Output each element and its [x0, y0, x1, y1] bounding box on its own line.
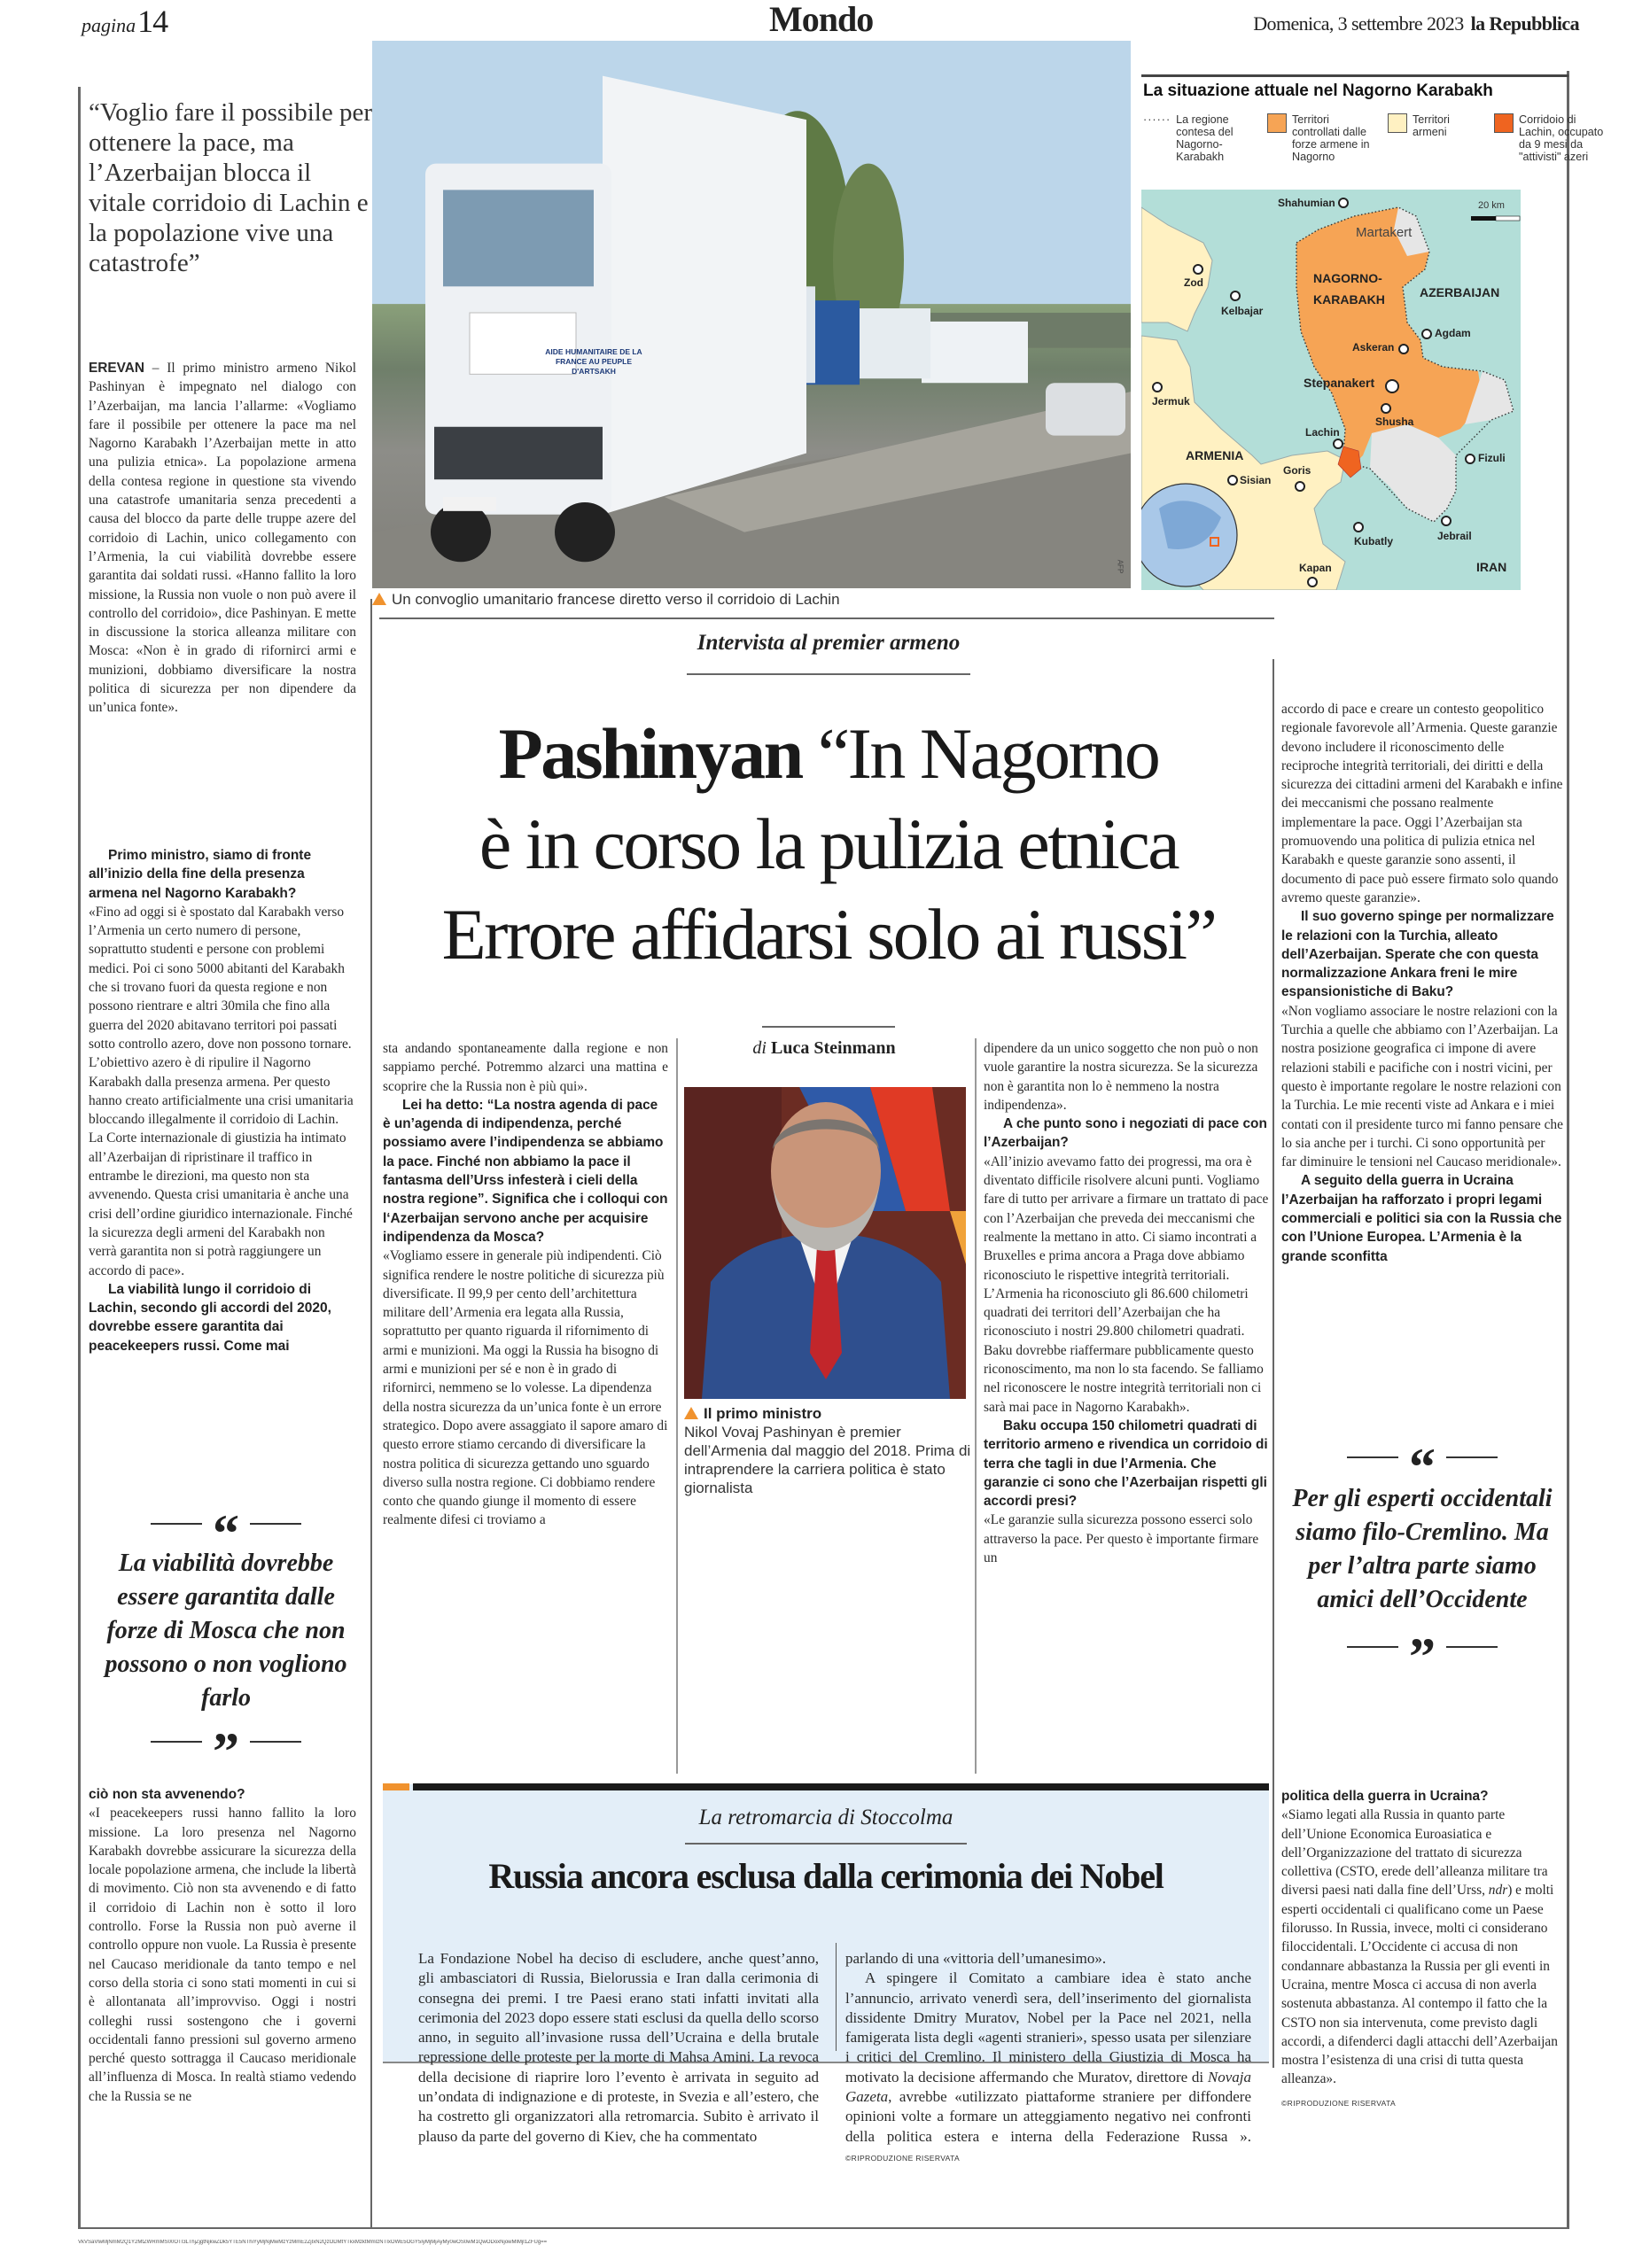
caption-marker-icon	[684, 1407, 698, 1419]
article-kicker: Intervista al premier armeno	[697, 631, 961, 655]
article-col-3	[984, 1039, 1269, 1567]
dateline: EREVAN	[89, 361, 144, 376]
legend-item-contested	[1143, 113, 1258, 163]
date-text: Domenica, 3 settembre 2023	[1253, 12, 1464, 35]
newspaper-name: Novaja Gazeta	[845, 2068, 1251, 2106]
map-label: Goris	[1283, 464, 1311, 477]
left-frame-rule	[78, 87, 81, 2229]
caption-marker-icon	[372, 593, 386, 605]
dotted-line-icon: ······	[1143, 113, 1171, 126]
map-title: La situazione attuale nel Nagorno Karabakh	[1143, 82, 1493, 100]
legend-item-armenia	[1388, 113, 1485, 163]
page-number	[82, 5, 167, 37]
answer	[1281, 1806, 1563, 2088]
column-rule	[975, 1038, 977, 1774]
close-quote-mark: ”	[1281, 1629, 1563, 1665]
accent-bar	[383, 1783, 409, 1790]
issue-date	[1253, 12, 1579, 35]
pull-quote-text: La viabilità dovrebbe essere garantita dalle forze di Mosca che non possono o non vogliono farlo	[105, 1550, 347, 1712]
map-label: NAGORNO-	[1313, 271, 1382, 285]
article-col-4	[1281, 700, 1563, 1266]
truck-sign: AIDE HUMANITAIRE DE LA FRANCE AU PEUPLE D'ARTSAKH	[545, 347, 642, 376]
map-label: Shusha	[1375, 416, 1414, 428]
map-label: ARMENIA	[1186, 448, 1244, 462]
page-number-value: 14	[137, 4, 168, 39]
map-label: AZERBAIJAN	[1420, 285, 1500, 299]
footer-code: VkVSaVlwMjNmM2Q1Y2MtZWRmMS00OTI3LThjZjgtNjkwZDk5YTE5NThiYyMjNjMwMzYzMmE2ZjIxN2QzODMtYTkxMzktMmIzNTIxOWE5OGY5IyMjMjAyMy0wOS0wM1QwODoxNjowMlMjI1ZFUg==	[78, 2240, 548, 2245]
nobel-title: Russia ancora esclusa dalla cerimonia dei Nobel	[488, 1856, 1164, 1896]
question: Lei ha detto: “La nostra agenda di pace è un’agenda di indipendenza, perché possiamo avere l’indipendenza se abbiamo la pace. Finché non abbiamo la pace il fantasma dell’Urss infesterà i cieli della nostra regione”. Significa che i colloqui con l‘Azerbaijan servono anche per acquisire indipendenza da Mosca?	[383, 1097, 668, 1245]
region-map	[1141, 190, 1521, 590]
open-quote-mark: “	[89, 1506, 363, 1542]
pull-quote-2	[1281, 1438, 1563, 1686]
map-label: IRAN	[1476, 560, 1507, 574]
question: A che punto sono i negoziati di pace con l’Azerbaijan?	[984, 1116, 1267, 1151]
map-label: Martakert	[1356, 225, 1413, 240]
question: Primo ministro, siamo di fronte all’inizio della fine della presenza armena nel Nagorno Karabakh?	[89, 848, 312, 901]
question: La viabilità lungo il corridoio di Lachin, secondo gli accordi del 2020, dovrebbe essere garantita dai peacekeepers russi. Come mai	[89, 1281, 331, 1354]
map-scale-label: 20 km	[1478, 200, 1505, 211]
black-bar	[413, 1783, 1269, 1790]
swatch-icon	[1267, 113, 1287, 133]
legend-label: Territori controllati dalle forze armene in Nagorno	[1292, 113, 1370, 163]
question: A seguito della guerra in Ucraina l’Azerbaijan ha rafforzato i propri legami commerciali e politici sia con la Russia che con l’Unione Europea. L’Armenia è la grande sconfitta	[1281, 1173, 1562, 1264]
map-label: Kelbajar	[1221, 305, 1264, 317]
photo-bottom-rule	[379, 617, 1274, 619]
pull-quote-1	[89, 1504, 363, 1781]
column-rule	[676, 1038, 678, 1774]
copyright-notice: ©RIPRODUZIONE RISERVATA	[845, 2153, 961, 2163]
convoy-photo	[372, 41, 1131, 588]
prime-minister-photo	[684, 1087, 966, 1399]
photo-credit: AFP	[1116, 559, 1125, 574]
answer: «Vogliamo essere in generale più indipendenti. Ciò significa rendere le nostre politiche di sicurezza più diversificate. Il 99,9 per cento dell’architettura militare dell’Armenia era legata alla Russia, soprattutto per quanto riguarda il rifornimento di armi e munizioni. Ma oggi la Russia ha bisogno di armi e munizioni per sé e non è in grado di rifornirci, nemmeno se lo volesse. La dipendenza della nostra sicurezza da un’unica fonte è un errore strategico. Dopo avere assaggiato il sapore amaro di questo errore stiamo cercando di diversificare la nostra politica di sicurezza gettando uno sguardo diverso sulla nostra regione. Ci dobbiamo rendere conto che quando giunge il momento di essere realmente difesi ci troviamo a	[383, 1248, 668, 1528]
copyright-notice: ©RIPRODUZIONE RISERVATA	[1281, 2098, 1397, 2108]
caption-text: Nikol Vovaj Pashinyan è premier dell’Armenia dal maggio del 2018. Prima di intraprendere la carriera politica è stato giornalista	[684, 1424, 971, 1496]
legend-item-armenian-forces	[1267, 113, 1379, 163]
answer: «I peacekeepers russi hanno fallito la loro missione. La loro presenza nel Nagorno Karabakh dovrebbe assicurare la sicurezza della locale popolazione armena, che include la libertà di movimento. Ciò non sta avvenendo e di fatto il corridoio di Lachin non è sotto il loro controllo. Forse la Russia non può averne il controllo oppure non vuole. La Russia è presente nel Caucaso meridionale da tanto tempo e nel corso della storia ci sono stati momenti in cui si è allontanata all’improvviso. Oggi i nostri colleghi russi sostengono che i governi occidentali fanno pressioni sul governo armeno perché questo sottragga il Caucaso meridionale all’influenza di Mosca. In realtà stiamo vedendo che la Russia se ne	[89, 1806, 356, 2104]
nobel-text	[845, 1969, 1251, 2168]
legend-item-lachin-corridor	[1494, 113, 1609, 163]
map-label: Lachin	[1305, 426, 1340, 439]
legend-label: La regione contesa del Nagorno-Karabakh	[1176, 113, 1234, 163]
answer: dipendere da un unico soggetto che non può o non vuole garantire la nostra sicurezza. Se la sicurezza non è garantita non lo è nemmeno la nostra indipendenza».	[984, 1041, 1258, 1113]
lead-quote: “Voglio fare il possibile per ottenere la pace, ma l’Azerbaijan blocca il vitale corridoio di Lachin e la popolazione vive una catastrofe”	[89, 98, 373, 277]
map-label: Shahumian	[1278, 197, 1335, 209]
map-label: Askeran	[1352, 341, 1395, 353]
nobel-text: parlando di una «vittoria dell’umanesimo».	[845, 1950, 1107, 1967]
page-label: pagina	[82, 14, 136, 36]
answer: sta andando spontaneamente dalla regione e non sappiamo perché. Potremmo alzarci una mattina e scoprire che la Russia non è più qui».	[383, 1041, 668, 1094]
nobel-kicker: La retromarcia di Stoccolma	[698, 1806, 953, 1829]
nobel-col-1: La Fondazione Nobel ha deciso di escludere, anche quest’anno, gli ambasciatori di Russia, Bielorussia e Iran dalla cerimonia di consegna dei premi. I tre Paesi erano stati infatti invitati alla cerimonia del 2023 dopo essere stati esclusi da quella dello scorso anno, in seguito all’invasione russa dell’Ucraina e della brutale repressione delle proteste per la morte di Mahsa Amini. La revoca della decisione di riaprire loro l’evento è arrivata in seguito ad un’ondata di indignazione e di proteste, in Svezia e all’estero, che ha costretto gli organizzatori alla retromarcia. Subito è arrivato il plauso da parte del governo di Kiev, che ha commentato	[418, 1950, 819, 2145]
article-headline	[372, 709, 1285, 980]
headline-line-2: è in corso la pulizia etnica	[479, 804, 1179, 884]
kicker-rule	[687, 673, 970, 675]
nobel-column-rule	[836, 1943, 837, 2051]
map-top-rule	[1141, 74, 1568, 77]
photo-caption	[372, 591, 840, 609]
headline-rule	[762, 1026, 895, 1028]
map-label: Fizuli	[1478, 452, 1506, 464]
answer: «All’inizio avevamo fatto dei progressi, ma ora è diventato difficile risolvere alcuni punti. Vogliamo fare di tutto per arrivare a firmare un trattato di pace con l’Azerbaijan che preveda dei meccanismi che realmente la mettano in atto. Ci siamo incontrati a Bruxelles e prima ancora a Praga dove abbiamo riconosciuto le rispettive integrità territoriali. L’Armenia ha riconosciuto gli 86.600 chilometri quadrati dei territori dell’Azerbaijan che ha riconosciuto i nostri 29.800 chilometri quadrati. Baku dovrebbe riaffermare pubblicamente questo riconoscimento, ma non lo sta facendo. Se falliamo nel riconoscere le nostre integrità territoriali non ci sarà mai pace in Nagorno Karabakh».	[984, 1153, 1269, 1415]
intro-text: – Il primo ministro armeno Nikol Pashinyan è impegnato nel dialogo con l’Azerbaijan, ma lancia l’allarme: «Vogliamo fare il possibile per ottenere la pace ma nel Nagorno Karabakh l’Azerbaijan mette in atto una pulizia etnica». La popolazione armena della contesa regione in questione sta vivendo una catastrofe umanitaria senza precedenti a causa del blocco da parte delle truppe azere del corridoio di Lachin, unico collegamento con l’Armenia, la cui viabilità dovrebbe essere garantita dai soldati russi. «Hanno fallito la loro missione, la Russia non vuole o non può avere il controllo del corridoio», dice Pashinyan. E mette in discussione la storica alleanza militare con Mosca: «Non è in grado di rifornirci armi e munizioni, dobbiamo diversificare la nostra politica di sicurezza per non dipendere da un’unica fonte».	[89, 361, 356, 716]
nobel-col-2	[845, 1949, 1251, 2168]
article-qa-1	[89, 846, 356, 1355]
map-legend	[1143, 113, 1639, 163]
answer: «Le garanzie sulla sicurezza possono esserci solo attraverso la pace. Per questo è importante firmare un	[984, 1512, 1259, 1566]
caption-text: Un convoglio umanitario francese diretto verso il corridoio di Lachin	[392, 591, 840, 608]
headline-line-1: “In Nagorno	[817, 713, 1159, 794]
map-label: Kapan	[1299, 562, 1332, 574]
question: ciò non sta avvenendo?	[89, 1787, 245, 1802]
article-col-2	[383, 1039, 668, 1530]
question: Il suo governo spinge per normalizzare le relazioni con la Turchia, alleato dell’Azerbaijan. Sperate che con questa normalizzazione Ankara freni le mire espansionistiche di Baku?	[1281, 909, 1554, 1000]
bottom-frame-rule	[78, 2227, 1569, 2229]
map-label: Zod	[1184, 276, 1203, 289]
caption-title: Il primo ministro	[704, 1405, 822, 1422]
map-label: Agdam	[1435, 327, 1471, 339]
convoy-illustration	[372, 41, 1131, 588]
author-name: Luca Steinmann	[770, 1038, 896, 1058]
question: Baku occupa 150 chilometri quadrati di territorio armeno e rivendica un corridoio di terra che tagli in due l’Armenia. Che garanzie ci sono che l’Azerbaijan rispetti gli accordi presi?	[984, 1418, 1268, 1510]
article-intro	[89, 359, 356, 718]
map-label: KARABAKH	[1313, 292, 1385, 307]
map-label: Stepanakert	[1304, 376, 1375, 390]
portrait-illustration	[684, 1087, 966, 1399]
open-quote-mark: “	[1281, 1440, 1563, 1475]
nobel-text-part: , avrebbe «utilizzato piattaforme straniere per diffondere opinioni volte a formare un atteggiamento negativo nei confronti della politica estera e interna della Federazione Russa ».	[845, 2088, 1251, 2145]
article-col-4-end	[1281, 1787, 1563, 2113]
legend-label: Territori armeni	[1413, 113, 1450, 138]
article-qa-2	[89, 1785, 356, 2106]
section-title: Mondo	[769, 0, 874, 39]
right-frame-rule	[1567, 71, 1569, 2229]
masthead: la Repubblica	[1470, 12, 1579, 35]
answer-text: ) e molti esperti occidentali ci qualificano come un Paese filorusso. In Russia, invece, molti ci considerano filoccidentali. L’Occidente ci accusa di non condannare abbastanza la Russia per gli eventi in Ucraina, mentre Mosca ci accusa di non averla sostenuta abbastanza. Al contempo il fatto che la CSTO non sia intervenuta, come previsto dagli accordi, a difenderci dagli attacchi dell’Azerbaijan mostra l’esistenza di una crisi di tutta questa alleanza».	[1281, 1883, 1558, 2087]
headline-name: Pashinyan	[498, 713, 802, 794]
map-label: Kubatly	[1354, 535, 1394, 548]
question: politica della guerra in Ucraina?	[1281, 1789, 1489, 1804]
pull-quote-text: Per gli esperti occidentali siamo filo-Cremlino. Ma per l’altra parte siamo amici dell’Occidente	[1292, 1485, 1553, 1613]
answer: «Non vogliamo associare le nostre relazioni con la Turchia a quelle che abbiamo con l’Azerbaijan. La nostra posizione geografica ci impone di avere relazioni stabili e pacifiche con i nostri vicini, per questo è importante regolare le nostre relazioni con la Turchia. Le mie recenti viste ad Ankara e i miei contati con il presidente turco mi fanno pensare che lo sia anche per i turchi. Ci sono opportunità per far diminuire le tensioni nel Caucaso meridionale».	[1281, 1003, 1563, 1170]
editor-note: ndr	[1488, 1883, 1508, 1899]
map-label: Jebrail	[1437, 530, 1472, 542]
map-label: Sisian	[1240, 474, 1272, 486]
headline-line-3: Errore affidarsi solo ai russi”	[441, 894, 1216, 975]
map-label: Jermuk	[1152, 395, 1190, 408]
swatch-icon	[1494, 113, 1514, 133]
byline	[673, 1038, 975, 1059]
nobel-box-top-bar	[383, 1783, 1269, 1790]
nobel-kicker-rule	[685, 1843, 967, 1845]
answer: accordo di pace e creare un contesto geopolitico regionale favorevole all’Armenia. Queste garanzie devono includere il riconoscimento delle reciproche integrità territoriali, dei diritti e della sicurezza dei cittadini armeni del Karabakh e infine dei meccanismi che possano realmente implementare la pace. Oggi l’Azerbaijan sta promuovendo una politica di pulizia etnica nel Karabakh e queste garanzie sono assenti, il documento di pace può essere firmato solo quando avremo queste garanzie».	[1281, 702, 1563, 905]
answer: «Fino ad oggi si è spostato dal Karabakh verso l’Armenia un certo numero di persone, soprattutto studenti e persone con problemi medici. Poi ci sono 5000 abitanti del Karabakh che si trovano fuori da questa regione e non possono rientrare e altri 30mila che fino alla guerra del 2020 abitavano territori poi passati sotto controllo azero, dove non possono tornare. L’obiettivo azero è di ripulire il Nagorno Karabakh dalla presenza armena. Per questo hanno creato artificialmente una crisi umanitaria bloccando illegalmente il corridoio di Lachin. La Corte internazionale di giustizia ha intimato all’Azerbaijan di ripristinare il traffico in entrambe le direzioni, ma questo non sta avvenendo. Questa crisi umanitaria è anche una crisi dell’ordine giuridico internazionale. Finché la sicurezza degli armeni del Karabakh non verrà garantita non si potrà raggiungere un accordo di pace».	[89, 904, 354, 1278]
close-quote-mark: ”	[89, 1724, 363, 1759]
legend-label: Corridoio di Lachin, occupato da 9 mesi da "attivisti" azeri	[1519, 113, 1604, 163]
nobel-text-part: A spingere il Comitato a cambiare idea è stato anche l’annuncio, arrivato venerdì sera, dell’inserimento del giornalista dissidente Dmitry Muratov, Nobel per la Pace nel 2021, nella famigerata lista degli «agenti stranieri», spesso usata per silenziare i critici del Cremlino. Il ministero della Giustizia di Mosca ha motivato la decisione affermando che Muratov, direttore di	[845, 1969, 1251, 2085]
swatch-icon	[1388, 113, 1407, 133]
byline-prefix: di	[752, 1038, 767, 1058]
answer-text: «Siamo legati alla Russia in quanto parte dell’Unione Economica Euroasiatica e dell’Organizzazione del trattato di sicurezza collettiva (CSTO, erede dell’alleanza militare tra diversi paesi nati dalla fine dell’Urss,	[1281, 1807, 1548, 1899]
pm-photo-caption	[684, 1404, 977, 1497]
